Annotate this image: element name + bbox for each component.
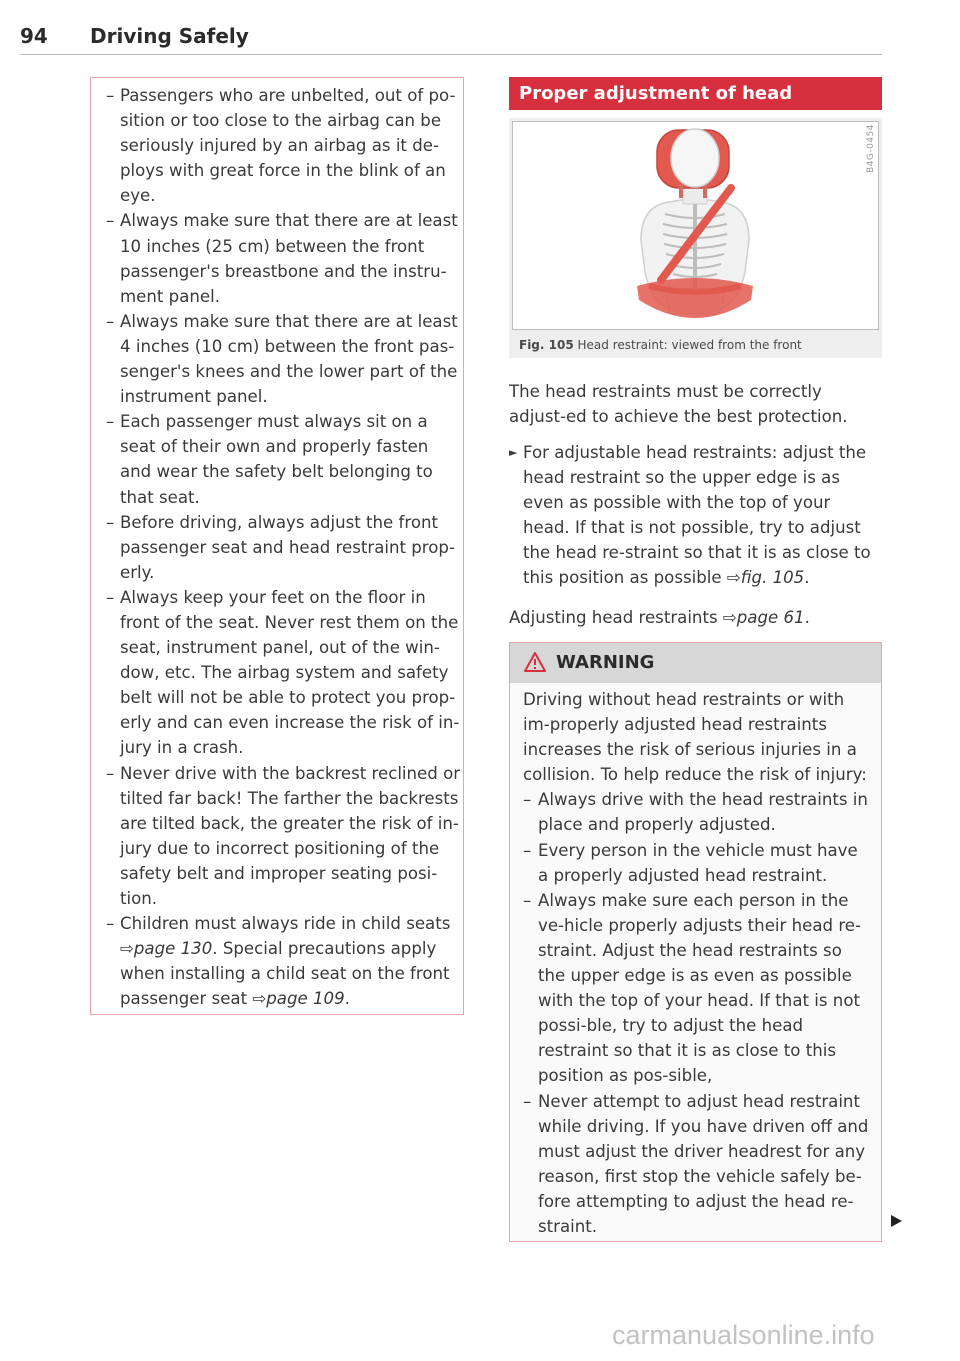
figure-number: Fig. 105 xyxy=(519,338,574,352)
list-item: – Always drive with the head restraints in place and properly adjusted. xyxy=(523,787,869,837)
figure-caption-text: Head restraint: viewed from the front xyxy=(577,338,802,352)
text: . xyxy=(344,989,350,1009)
intro-paragraph: The head restraints must be correctly adjust-ed to achieve the best protection. xyxy=(509,382,848,427)
text: For adjustable head restraints: adjust the head restraint so the upper edge is as even as possible with the top of your head. If that is not possible, try to adjust the head re-straint so that it is as close to this position as possible xyxy=(523,443,871,588)
figure-image xyxy=(512,121,879,330)
text: Children must always ride in child seats xyxy=(120,914,451,934)
bullet-triangle-icon: ► xyxy=(509,446,518,459)
warning-body xyxy=(510,683,881,1239)
warning-intro: Driving without head restraints or with im-properly adjusted head restraints increases the risk of serious injuries in a collision. To help reduce the risk of injury: xyxy=(523,690,867,785)
list-item: – Always make sure that there are at least 4 inches (10 cm) between the front pas-senger's knees and the lower part of the instrument panel. xyxy=(91,309,463,409)
section-heading: Proper adjustment of head xyxy=(509,77,882,110)
page-header xyxy=(20,24,882,55)
warning-header xyxy=(510,643,881,683)
figure xyxy=(509,118,882,358)
page-reference-link[interactable]: ⇨page 130 xyxy=(120,939,213,959)
text: Adjusting head restraints xyxy=(509,608,723,627)
list-item: – Always make sure each person in the ve-hicle properly adjusts their head re-straint. Adjust the head restraints so the upper edge is as even as possible with the top of your head. If that is not possi-ble, try to adjust the head restraint so that it is as close to this position as pos-sible, xyxy=(523,888,869,1089)
watermark: carmanualsonline.info xyxy=(612,1320,875,1350)
safety-notes-list xyxy=(91,78,463,1011)
list-item: – Always keep your feet on the floor in front of the seat. Never rest them on the seat, instrument panel, out of the win-dow, etc. The airbag system and safety belt will not be able to protect you prop-erly and can even increase the risk of in-jury in a crash. xyxy=(91,585,463,761)
continue-arrow-icon xyxy=(891,1215,902,1227)
figure-caption xyxy=(519,338,802,352)
list-item: – Never attempt to adjust head restraint while driving. If you have driven off and must adjust the driver headrest for any reason, first stop the vehicle safely be-fore attempting to adjust the head re-straint. xyxy=(523,1089,869,1240)
list-item: – Each passenger must always sit on a seat of their own and properly fasten and wear the safety belt belonging to that seat. xyxy=(91,409,463,509)
list-item: – Never drive with the backrest reclined or tilted far back! The farther the backrests are tilted back, the greater the risk of in-jury due to incorrect positioning of the safety belt and improper seating posi-tion. xyxy=(91,761,463,912)
page-number: 94 xyxy=(20,24,48,48)
text: . Special precautions apply when installing a child seat on the front passenger seat xyxy=(120,939,450,1009)
section-title: Driving Safely xyxy=(90,24,249,48)
figure-code: B4G-0454 xyxy=(866,124,876,174)
head-restraint-illustration xyxy=(513,122,878,329)
text: . xyxy=(804,608,810,627)
warning-box xyxy=(509,642,882,1242)
list-item: – Always make sure that there are at least 10 inches (25 cm) between the front passenger's breastbone and the instru-ment panel. xyxy=(91,208,463,308)
warning-list xyxy=(523,787,869,1239)
instruction-bullet xyxy=(509,440,881,591)
safety-notes-box xyxy=(90,77,464,1015)
page-reference-link[interactable]: ⇨page 109 xyxy=(252,989,345,1009)
list-item: – Before driving, always adjust the front passenger seat and head restraint prop-erly. xyxy=(91,510,463,585)
list-item: – Every person in the vehicle must have a properly adjusted head restraint. xyxy=(523,838,869,888)
adjusting-paragraph xyxy=(509,605,881,630)
figure-reference-link[interactable]: ⇨fig. 105 xyxy=(726,568,805,588)
warning-title: WARNING xyxy=(556,652,655,673)
page-reference-link[interactable]: ⇨page 61 xyxy=(722,608,805,627)
list-item xyxy=(91,911,463,1011)
text: . xyxy=(804,568,810,588)
warning-triangle-icon xyxy=(524,652,546,677)
list-item: – Passengers who are unbelted, out of po-sition or too close to the airbag can be seriously injured by an airbag as it de-ploys with great force in the blink of an eye. xyxy=(91,83,463,208)
